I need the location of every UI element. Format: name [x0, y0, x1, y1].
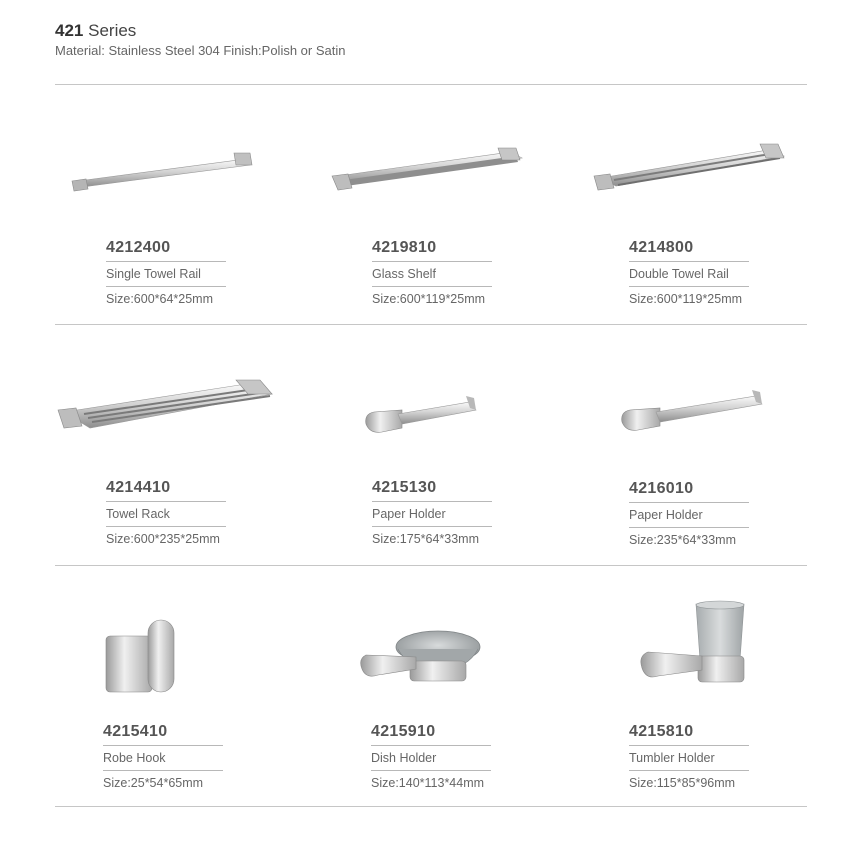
product-size: Size:600*64*25mm [106, 292, 214, 306]
product-size: Size:600*235*25mm [106, 532, 220, 546]
product-code: 4212400 [106, 239, 171, 256]
glass-shelf-image [330, 142, 530, 197]
paper-holder-175-image [362, 392, 482, 438]
product-card [629, 238, 829, 308]
product-card [372, 478, 572, 548]
caption-rule [629, 770, 749, 771]
product-name: Dish Holder [371, 751, 437, 765]
caption-rule [371, 745, 491, 746]
product-name: Glass Shelf [372, 267, 436, 281]
divider-row2 [55, 565, 807, 566]
product-code: 4215410 [103, 723, 168, 740]
product-name: Paper Holder [629, 508, 703, 522]
caption-rule [106, 261, 226, 262]
double-towel-rail-image [592, 138, 792, 198]
product-size: Size:235*64*33mm [629, 533, 737, 547]
caption-rule [103, 745, 223, 746]
caption-rule [371, 770, 491, 771]
caption-rule [629, 502, 749, 503]
product-name: Towel Rack [106, 507, 170, 521]
robe-hook-image [100, 614, 184, 698]
series-number: 421 [55, 21, 84, 40]
product-card [629, 479, 829, 549]
single-towel-rail-image [68, 145, 258, 195]
series-word: Series [88, 21, 137, 40]
product-code: 4216010 [629, 480, 694, 497]
product-code: 4215810 [629, 723, 694, 740]
caption-rule [629, 527, 749, 528]
caption-rule [372, 286, 492, 287]
tumbler-holder-image [638, 600, 753, 690]
product-card [372, 238, 572, 308]
caption-rule [629, 261, 749, 262]
material-finish-line: Material: Stainless Steel 304 Finish:Polish or Satin [55, 43, 346, 58]
product-size: Size:115*85*96mm [629, 776, 736, 790]
product-size: Size:175*64*33mm [372, 532, 480, 546]
product-card [106, 478, 306, 548]
caption-rule [106, 501, 226, 502]
product-card [371, 722, 571, 792]
product-code: 4215130 [372, 479, 437, 496]
product-card [106, 238, 306, 308]
product-code: 4219810 [372, 239, 437, 256]
caption-rule [629, 745, 749, 746]
caption-rule [106, 526, 226, 527]
product-size: Size:600*119*25mm [629, 292, 743, 306]
divider-row1 [55, 324, 807, 325]
product-size: Size:600*119*25mm [372, 292, 486, 306]
caption-rule [103, 770, 223, 771]
product-code: 4215910 [371, 723, 436, 740]
divider-bottom [55, 806, 807, 807]
page-header [55, 20, 345, 58]
series-title [55, 20, 345, 42]
product-card [629, 722, 829, 792]
caption-rule [106, 286, 226, 287]
caption-rule [372, 261, 492, 262]
product-size: Size:140*113*44mm [371, 776, 485, 790]
product-name: Single Towel Rail [106, 267, 201, 281]
product-name: Tumbler Holder [629, 751, 715, 765]
product-name: Double Towel Rail [629, 267, 729, 281]
caption-rule [372, 526, 492, 527]
caption-rule [629, 286, 749, 287]
product-name: Paper Holder [372, 507, 446, 521]
towel-rack-image [56, 378, 278, 438]
dish-holder-image [358, 625, 488, 687]
caption-rule [372, 501, 492, 502]
product-size: Size:25*54*65mm [103, 776, 204, 790]
product-card [103, 722, 303, 792]
product-name: Robe Hook [103, 751, 166, 765]
divider-top [55, 84, 807, 85]
product-code: 4214800 [629, 239, 694, 256]
paper-holder-235-image [618, 388, 768, 438]
product-code: 4214410 [106, 479, 171, 496]
